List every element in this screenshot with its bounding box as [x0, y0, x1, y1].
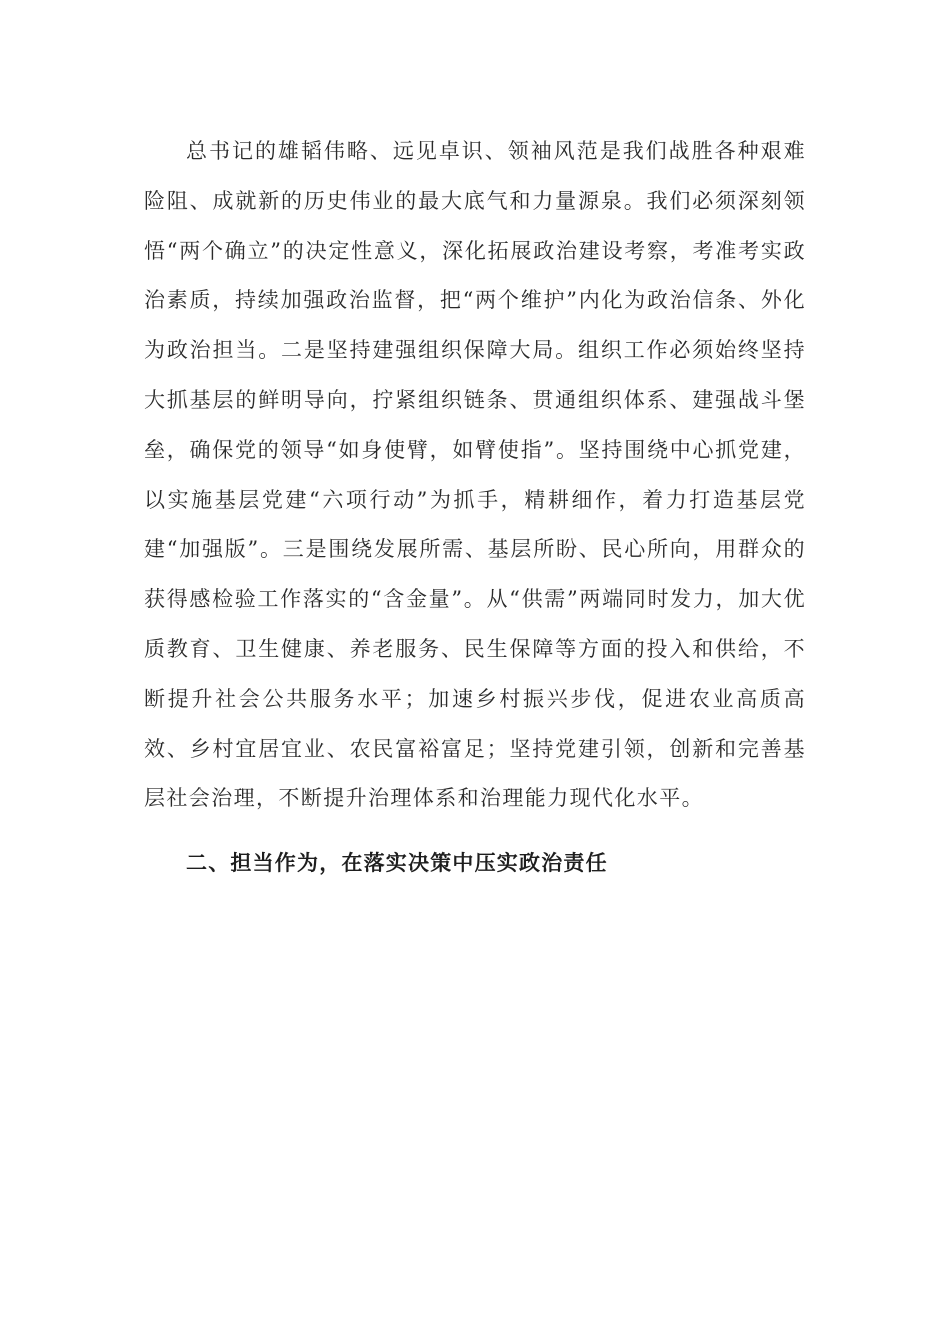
section-heading: 二、担当作为，在落实决策中压实政治责任	[186, 851, 608, 875]
body-paragraph: 总书记的雄韬伟略、远见卓识、领袖风范是我们战胜各种艰难险阻、成就新的历史伟业的最大底气和力量源泉。我们必须深刻领悟“两个确立”的决定性意义，深化拓展政治建设考察，考准考实政治素质，持续加强政治监督，把“两个维护”内化为政治信条、外化为政治担当。二是坚持建强组织保障大局。组织工作必须始终坚持大抓基层的鲜明导向，拧紧组织链条、贯通组织体系、建强战斗堡垒，确保党的领导“如身使臂，如臂使指”。坚持围绕中心抓党建，以实施基层党建“六项行动”为抓手，精耕细作，着力打造基层党建“加强版”。三是围绕发展所需、基层所盼、民心所向，用群众的获得感检验工作落实的“含金量”。从“供需”两端同时发力，加大优质教育、卫生健康、养老服务、民生保障等方面的投入和供给，不断提升社会公共服务水平；加速乡村振兴步伐，促进农业高质高效、乡村宜居宜业、农民富裕富足；坚持党建引领，创新和完善基层社会治理，不断提升治理体系和治理能力现代化水平。	[144, 139, 806, 811]
